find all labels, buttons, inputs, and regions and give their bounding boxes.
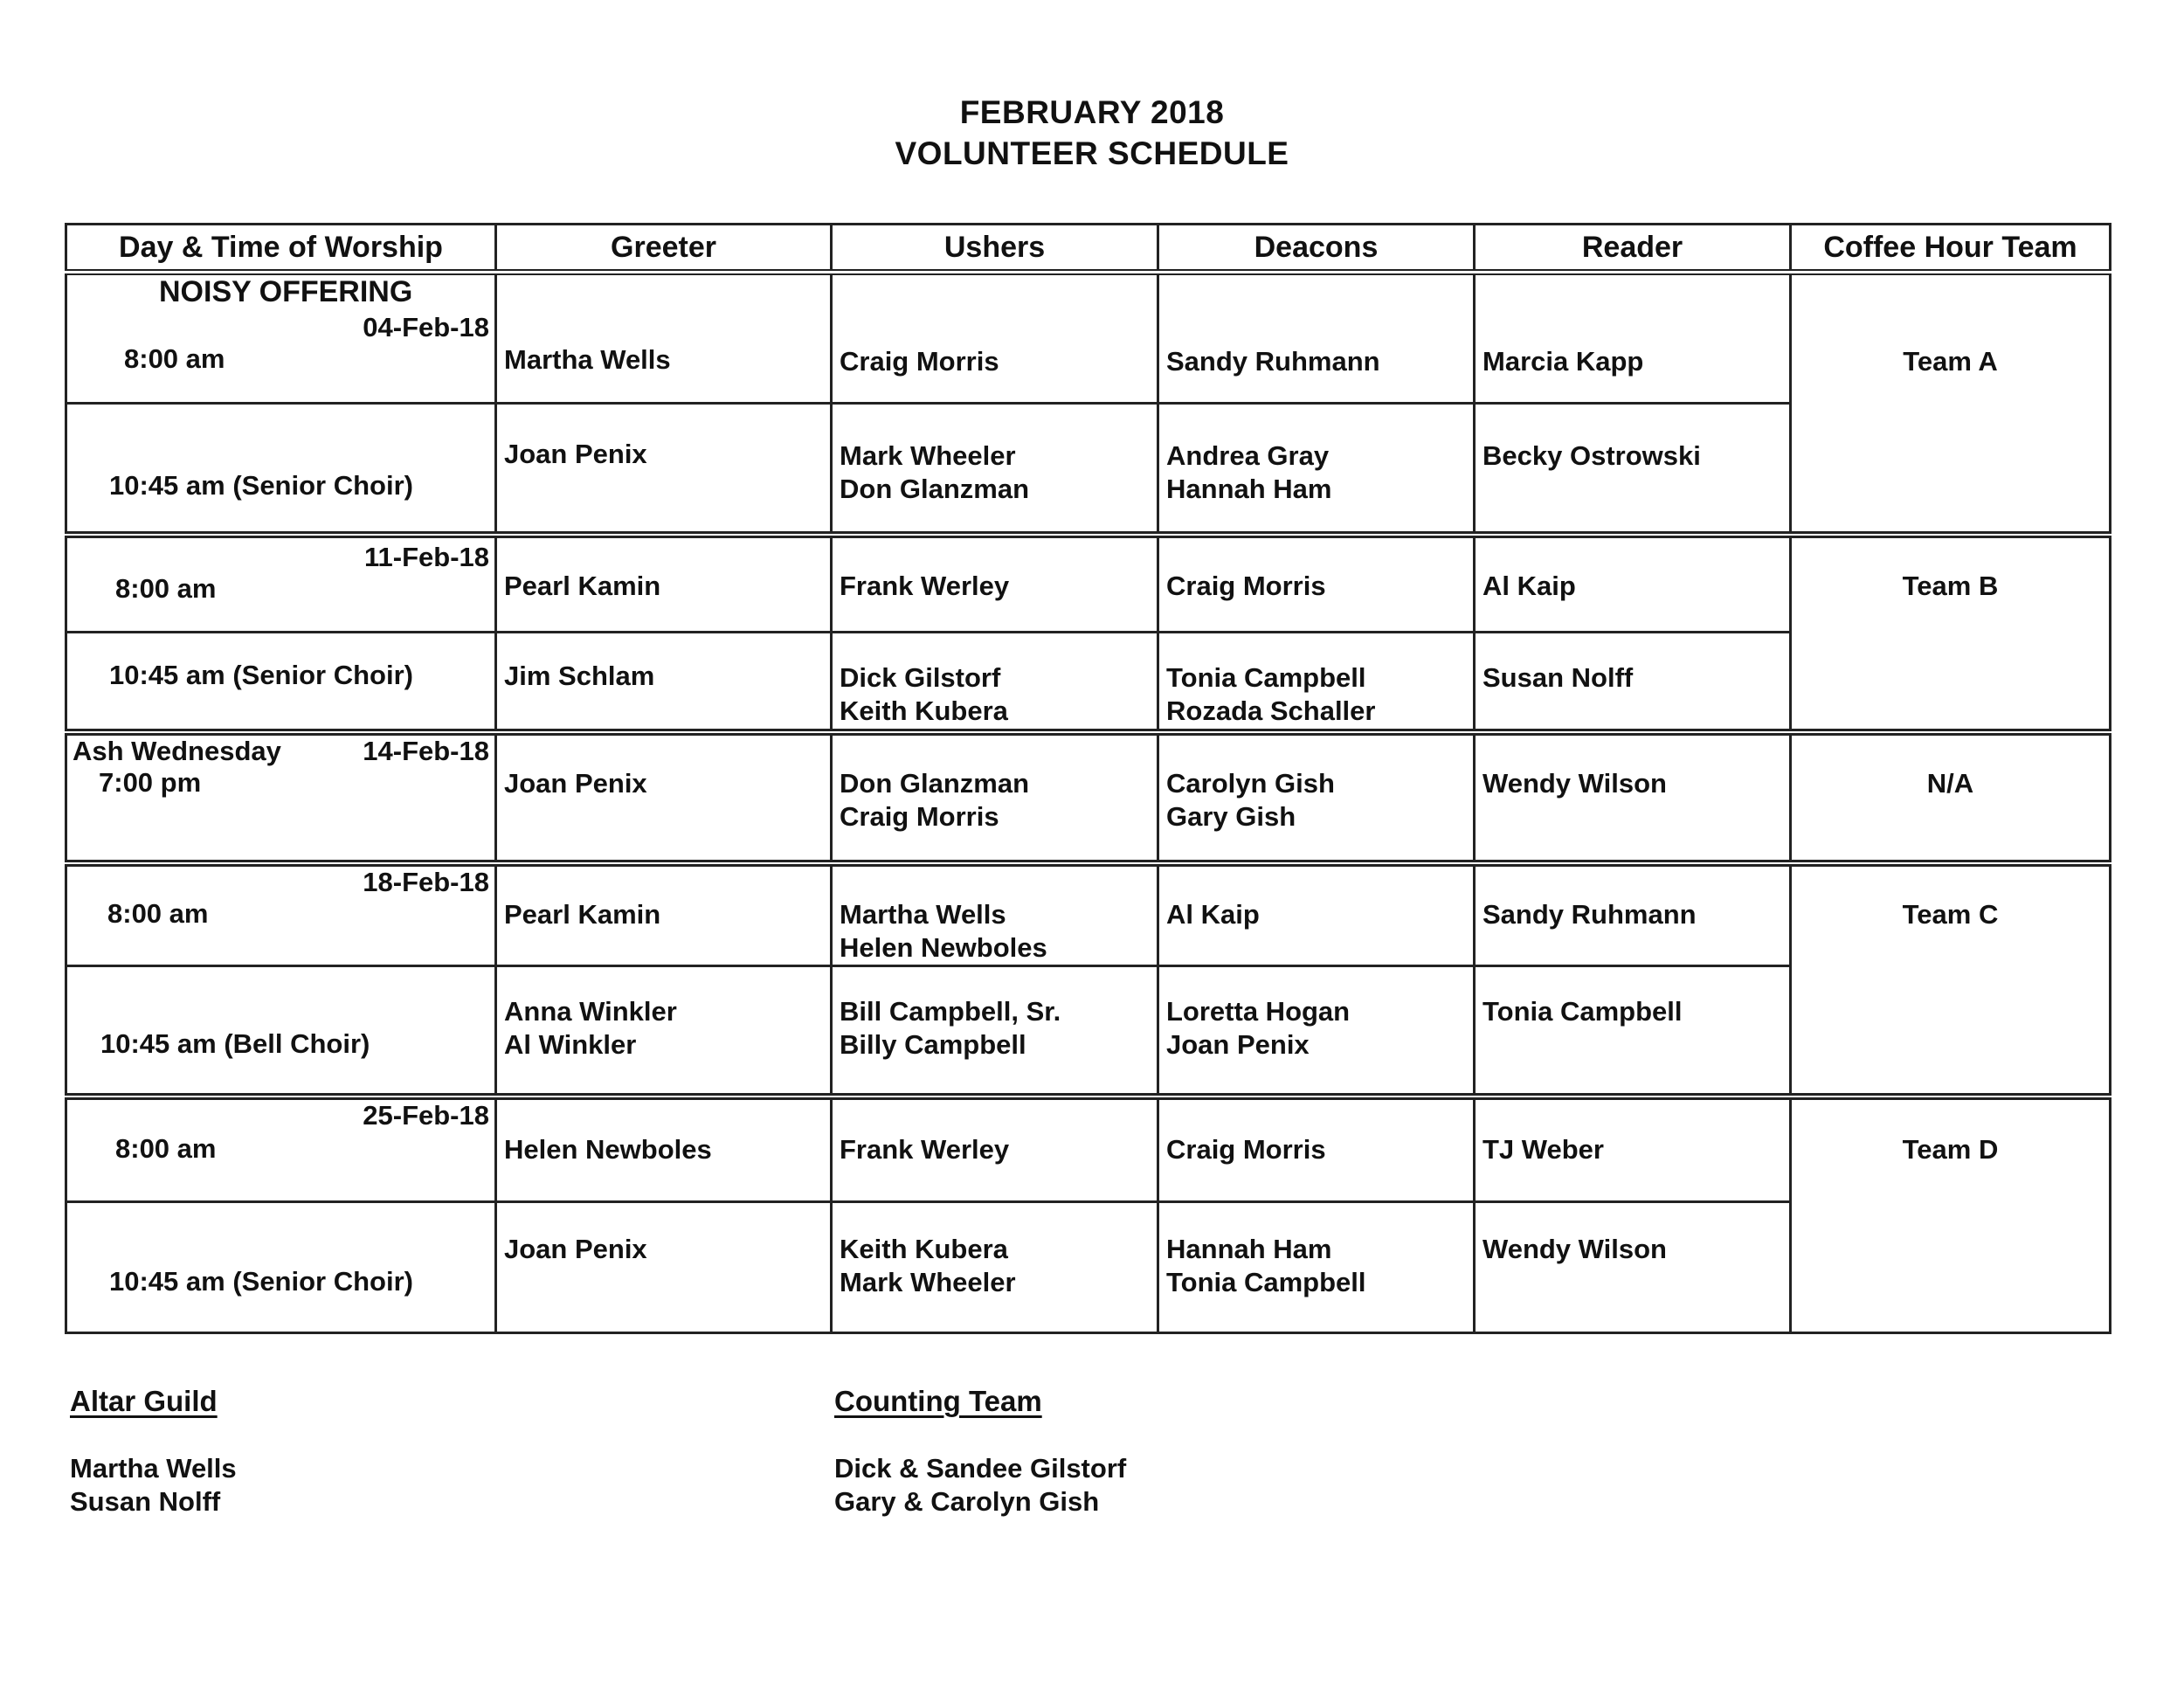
- volunteer-name: Susan Nolff: [1482, 662, 1634, 693]
- worship-time-cell: [66, 965, 496, 1097]
- counting-team-heading: Counting Team: [834, 1385, 1042, 1417]
- column-header-reader: Reader: [1475, 225, 1791, 273]
- deacons-cell: [1158, 404, 1475, 535]
- volunteer-name: Don Glanzman: [840, 474, 1030, 504]
- deacons-cell: [1158, 732, 1475, 863]
- service-time: 8:00 am: [115, 1133, 217, 1164]
- volunteer-name: Wendy Wilson: [1482, 1233, 1667, 1264]
- service-time: 10:45 am (Senior Choir): [109, 470, 413, 501]
- greeter-cell: [496, 965, 832, 1097]
- reader-cell: [1475, 404, 1791, 535]
- coffee-hour-cell: [1791, 1097, 2111, 1332]
- volunteer-name: Craig Morris: [840, 346, 999, 377]
- volunteer-name: Frank Werley: [840, 1134, 1010, 1165]
- volunteer-schedule-table: [65, 223, 2111, 1334]
- list-item: Martha Wells: [70, 1453, 237, 1484]
- coffee-hour-cell: [1791, 535, 2111, 732]
- volunteer-name: Hannah Ham: [1166, 474, 1332, 504]
- reader-cell: [1475, 1097, 1791, 1201]
- service-time: 10:45 am (Senior Choir): [109, 660, 413, 690]
- table-row: [66, 1097, 2111, 1201]
- volunteer-name: Keith Kubera: [840, 1233, 1008, 1264]
- column-header-coffee-hour-team: Coffee Hour Team: [1791, 225, 2111, 273]
- service-label: Ash Wednesday: [73, 735, 281, 766]
- service-date: 04-Feb-18: [363, 312, 489, 342]
- volunteer-name: Joan Penix: [504, 767, 647, 799]
- service-date: 25-Feb-18: [363, 1100, 489, 1131]
- coffee-hour-cell: [1791, 732, 2111, 863]
- deacons-cell: [1158, 965, 1475, 1097]
- volunteer-name: Frank Werley: [840, 570, 1010, 601]
- volunteer-name: Joan Penix: [504, 1233, 647, 1264]
- counting-team-list: [834, 1452, 1126, 1519]
- service-label: NOISY OFFERING: [159, 275, 413, 308]
- worship-time-cell: [66, 404, 496, 535]
- ushers-cell: [832, 965, 1158, 1097]
- column-header-ushers: Ushers: [832, 225, 1158, 273]
- ushers-cell: [832, 404, 1158, 535]
- volunteer-name: Craig Morris: [840, 800, 999, 832]
- volunteer-name: Bill Campbell, Sr.: [840, 995, 1061, 1027]
- volunteer-name: Loretta Hogan: [1166, 995, 1351, 1027]
- service-date: 11-Feb-18: [363, 541, 489, 572]
- volunteer-name: Martha Wells: [840, 898, 1006, 930]
- volunteer-name: Pearl Kamin: [504, 898, 661, 930]
- volunteer-name: Tonia Campbell: [1166, 662, 1366, 693]
- worship-time-cell: [66, 273, 496, 404]
- service-time: 7:00 pm: [99, 766, 202, 798]
- volunteer-name: Wendy Wilson: [1482, 767, 1667, 799]
- reader-cell: [1475, 965, 1791, 1097]
- ushers-cell: [832, 732, 1158, 863]
- worship-time-cell: [66, 535, 496, 633]
- deacons-cell: [1158, 1201, 1475, 1332]
- service-time: 10:45 am (Bell Choir): [100, 1027, 370, 1059]
- volunteer-name: Pearl Kamin: [504, 570, 661, 601]
- coffee-team: Team B: [1902, 570, 1999, 601]
- worship-time-cell: [66, 732, 496, 863]
- worship-time-cell: [66, 633, 496, 732]
- coffee-hour-cell: [1791, 273, 2111, 535]
- reader-cell: [1475, 273, 1791, 404]
- column-header-greeter: Greeter: [496, 225, 832, 273]
- reader-cell: [1475, 633, 1791, 732]
- reader-cell: [1475, 1201, 1791, 1332]
- service-date: 14-Feb-18: [363, 735, 489, 766]
- list-item: Dick & Sandee Gilstorf: [834, 1453, 1127, 1484]
- service-time: 10:45 am (Senior Choir): [109, 1265, 413, 1297]
- volunteer-name: Mark Wheeler: [840, 1266, 1016, 1297]
- coffee-team: Team D: [1902, 1134, 1999, 1165]
- ushers-cell: [832, 1201, 1158, 1332]
- schedule-title: VOLUNTEER SCHEDULE: [895, 135, 1289, 171]
- deacons-cell: [1158, 863, 1475, 966]
- volunteer-name: Becky Ostrowski: [1482, 440, 1701, 471]
- volunteer-name: Tonia Campbell: [1482, 995, 1683, 1027]
- greeter-cell: [496, 1097, 832, 1201]
- table-header-row: [66, 225, 2111, 273]
- worship-time-cell: [66, 863, 496, 966]
- coffee-team: Team A: [1903, 346, 1998, 377]
- column-header-day-time: Day & Time of Worship: [66, 225, 496, 273]
- ushers-cell: [832, 1097, 1158, 1201]
- volunteer-name: Craig Morris: [1166, 1134, 1326, 1165]
- list-item: Gary & Carolyn Gish: [834, 1486, 1100, 1517]
- greeter-cell: [496, 863, 832, 966]
- volunteer-name: Al Kaip: [1482, 570, 1576, 601]
- table-row: [66, 273, 2111, 404]
- volunteer-name: Hannah Ham: [1166, 1233, 1332, 1264]
- deacons-cell: [1158, 633, 1475, 732]
- volunteer-name: Andrea Gray: [1166, 440, 1330, 471]
- volunteer-name: Dick Gilstorf: [840, 662, 1001, 693]
- greeter-cell: [496, 633, 832, 732]
- volunteer-name: Tonia Campbell: [1166, 1266, 1366, 1297]
- volunteer-name: Joan Penix: [1166, 1028, 1310, 1060]
- greeter-cell: [496, 732, 832, 863]
- service-time: 8:00 am: [107, 897, 209, 929]
- greeter-cell: [496, 1201, 832, 1332]
- volunteer-name: Anna Winkler: [504, 995, 677, 1027]
- reader-cell: [1475, 535, 1791, 633]
- worship-time-cell: [66, 1097, 496, 1201]
- service-date: 18-Feb-18: [363, 866, 489, 897]
- volunteer-name: Joan Penix: [504, 439, 647, 469]
- table-row: [66, 863, 2111, 966]
- deacons-cell: [1158, 1097, 1475, 1201]
- volunteer-name: Sandy Ruhmann: [1166, 346, 1380, 377]
- deacons-cell: [1158, 273, 1475, 404]
- coffee-hour-cell: [1791, 863, 2111, 1097]
- volunteer-name: Mark Wheeler: [840, 440, 1016, 471]
- table-row: [66, 732, 2111, 863]
- ushers-cell: [832, 633, 1158, 732]
- volunteer-name: Martha Wells: [504, 344, 671, 375]
- volunteer-name: Al Winkler: [504, 1028, 637, 1060]
- greeter-cell: [496, 535, 832, 633]
- deacons-cell: [1158, 535, 1475, 633]
- greeter-cell: [496, 273, 832, 404]
- volunteer-name: Rozada Schaller: [1166, 695, 1376, 726]
- schedule-month-title: FEBRUARY 2018: [959, 94, 1225, 130]
- volunteer-name: Don Glanzman: [840, 767, 1030, 799]
- volunteer-name: TJ Weber: [1482, 1134, 1604, 1165]
- ushers-cell: [832, 863, 1158, 966]
- volunteer-name: Sandy Ruhmann: [1482, 898, 1697, 930]
- reader-cell: [1475, 863, 1791, 966]
- altar-guild-heading: Altar Guild: [70, 1385, 218, 1417]
- volunteer-name: Al Kaip: [1166, 898, 1260, 930]
- column-header-deacons: Deacons: [1158, 225, 1475, 273]
- volunteer-name: Helen Newboles: [840, 931, 1047, 963]
- ushers-cell: [832, 273, 1158, 404]
- volunteer-name: Gary Gish: [1166, 800, 1296, 832]
- ushers-cell: [832, 535, 1158, 633]
- coffee-team: N/A: [1926, 767, 1974, 799]
- volunteer-name: Helen Newboles: [504, 1134, 712, 1165]
- list-item: Susan Nolff: [70, 1486, 221, 1517]
- service-time: 8:00 am: [124, 343, 225, 374]
- worship-time-cell: [66, 1201, 496, 1332]
- table-row: [66, 535, 2111, 633]
- greeter-cell: [496, 404, 832, 535]
- volunteer-name: Jim Schlam: [504, 661, 655, 691]
- volunteer-name: Billy Campbell: [840, 1028, 1026, 1060]
- volunteer-name: Keith Kubera: [840, 695, 1008, 726]
- reader-cell: [1475, 732, 1791, 863]
- service-time: 8:00 am: [115, 572, 217, 604]
- altar-guild-list: [70, 1452, 237, 1519]
- volunteer-name: Carolyn Gish: [1166, 767, 1335, 799]
- volunteer-name: Craig Morris: [1166, 570, 1326, 601]
- coffee-team: Team C: [1902, 898, 1999, 930]
- volunteer-name: Marcia Kapp: [1482, 346, 1644, 377]
